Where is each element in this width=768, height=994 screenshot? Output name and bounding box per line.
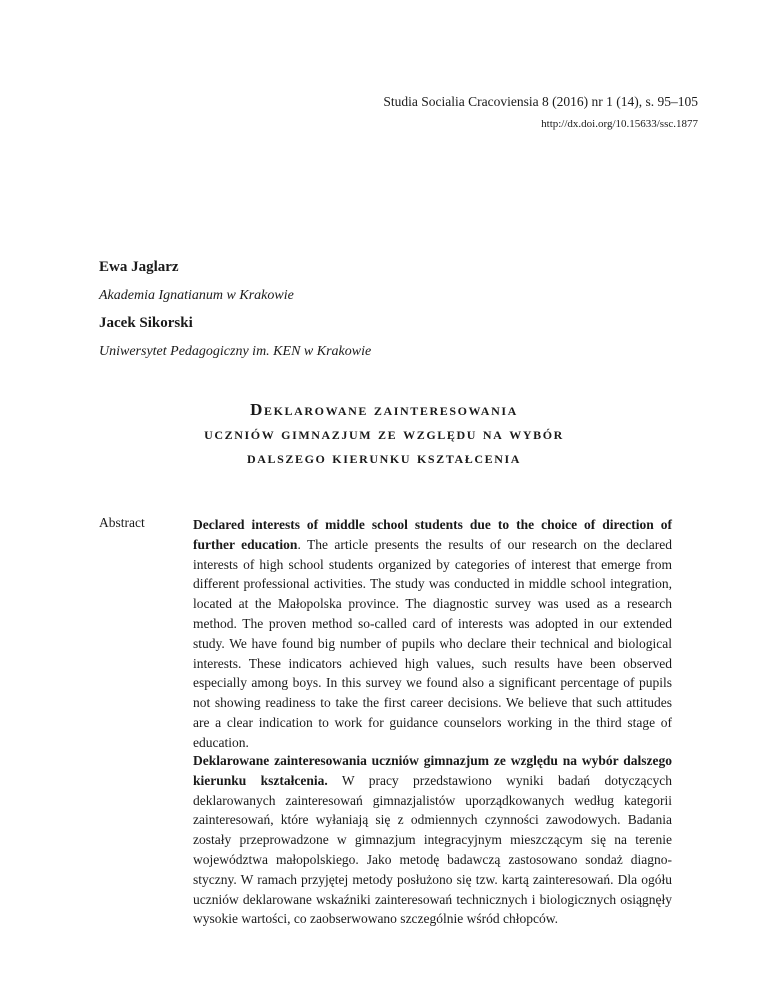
title-line: uczniów gimnazjum ze względu na wybór xyxy=(204,424,564,443)
article-title xyxy=(99,398,669,470)
journal-citation: Studia Socialia Cracoviensia 8 (2016) nr 1 (14), s. 95–105 xyxy=(383,94,698,109)
abstract-polish-title: Deklarowane zainteresowania uczniów gimnazjum ze względu na wybór dalszego kierunku kształcenia. xyxy=(193,753,672,788)
author-2 xyxy=(99,313,371,362)
abstract-english-body: . The article presents the results of our research on the declared interests of high school students organized by categories of interest that emerge from different professional activities. The study was conducted in middle school integration, located at the Małopolska province. The diagnostic survey was used as a research method. The proven method so-called card of interests was adopted in our extended study. We have found big number of pupils who declare their technical and biological interests. These indicators achieved high values, such results have been observed especially among boys. In this survey we found also a significant percentage of pupils not showing readiness to take the first career decisions. We believe that such attitudes are a clear indication to work for guidance counselors working in the third stage of education. xyxy=(193,536,672,750)
title-line: Deklarowane zainteresowania xyxy=(250,400,518,419)
author-name: Jacek Sikorski xyxy=(99,315,193,331)
author-1 xyxy=(99,257,294,306)
title-line: dalszego kierunku kształcenia xyxy=(246,448,522,467)
doi-link[interactable]: http://dx.doi.org/10.15633/ssc.1877 xyxy=(541,118,698,130)
abstract-label: Abstract xyxy=(99,515,145,530)
author-name: Ewa Jaglarz xyxy=(99,259,179,275)
abstract-english-title: Declared interests of middle school students due to the choice of direction of further education xyxy=(193,517,672,552)
abstract-polish xyxy=(193,751,672,929)
abstract-english xyxy=(193,515,672,753)
abstract-polish-body: W pracy przedstawiono wyniki badań dotyczących deklarowanych zainteresowań gimnazjalistów uporządkowanych według kategorii zainteresowań, które wyłaniają się z odmiennych czynności zawodowych. Badania zostały przeprowadzone w gimnazjum integracyjnym mieszczącym się na terenie województwa małopolskiego. Jako metodę badawczą zastosowano sondaż diagnostyczny. W ramach przyjętej metody posłużono się tzw. kartą zainteresowań. Dla ogółu uczniów deklarowane wskaźniki zainteresowań technicznych i biologicznych osiągnęły wysokie wartości, co zaobserwowano szczególnie wśród chłopców. xyxy=(193,772,672,927)
running-header xyxy=(383,92,698,132)
author-affiliation: Akademia Ignatianum w Krakowie xyxy=(99,288,294,303)
author-affiliation: Uniwersytet Pedagogiczny im. KEN w Krakowie xyxy=(99,344,372,359)
